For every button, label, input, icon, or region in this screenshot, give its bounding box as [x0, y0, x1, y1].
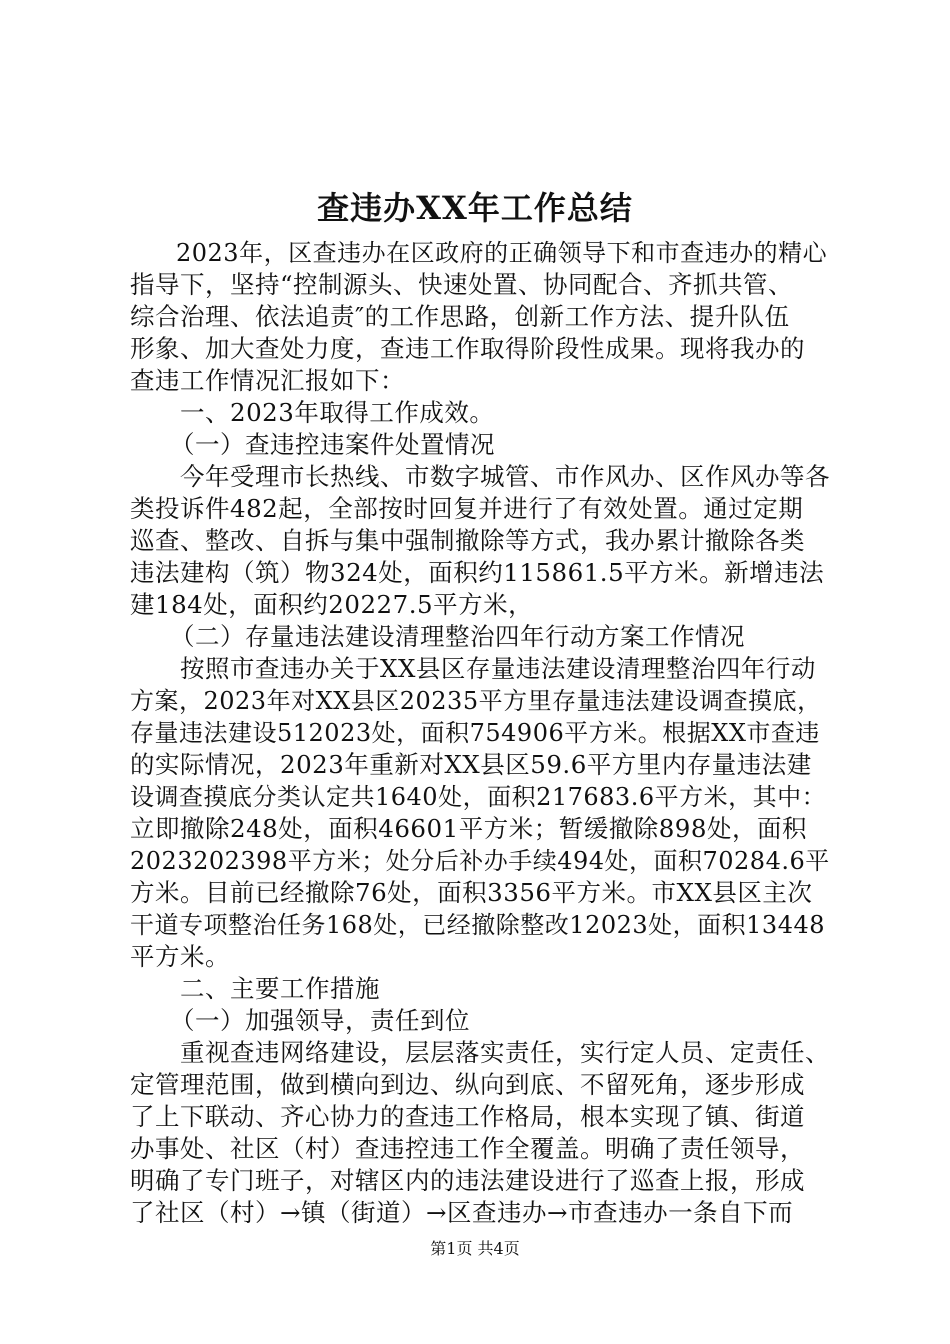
paragraph-line: 办事处、社区（村）查违控违工作全覆盖。明确了责任领导， — [130, 1134, 805, 1163]
paragraph-line: 指导下，坚持“控制源头、快速处置、协同配合、齐抓共管、 — [130, 270, 794, 299]
paragraph-line: 违法建构（筑）物324处，面积约115861.5平方米。新增违法 — [130, 558, 825, 587]
paragraph-line: 建184处，面积约20227.5平方米， — [130, 590, 534, 619]
paragraph-line: 定管理范围，做到横向到边、纵向到底、不留死角，逐步形成 — [130, 1070, 805, 1099]
section-heading: 二、主要工作措施 — [180, 974, 380, 1003]
page-number-footer: 第1页 共4页 — [430, 1239, 520, 1258]
paragraph-line: 了上下联动、齐心协力的查违工作格局，根本实现了镇、街道 — [130, 1102, 805, 1131]
subsection-heading: （二）存量违法建设清理整治四年行动方案工作情况 — [170, 622, 745, 651]
paragraph-line: 的实际情况，2023年重新对XX县区59.6平方里内存量违法建 — [130, 750, 812, 779]
subsection-heading: （一）加强领导，责任到位 — [170, 1006, 470, 1035]
paragraph-line: 方米。目前已经撤除76处，面积3356平方米。市XX县区主次 — [130, 878, 813, 907]
paragraph-line: 综合治理、依法追责″的工作思路，创新工作方法、提升队伍 — [130, 302, 790, 331]
paragraph-line: 方案，2023年对XX县区20235平方里存量违法建设调查摸底， — [130, 687, 822, 715]
paragraph-line: 干道专项整治任务168处，已经撤除整改12023处，面积13448 — [130, 911, 826, 939]
paragraph-line: 立即撤除248处，面积46601平方米；暂缓撤除898处，面积 — [130, 814, 807, 843]
paragraph-line: 2023202398平方米；处分后补办手续494处，面积70284.6平 — [130, 847, 830, 875]
paragraph-line: 存量违法建设512023处，面积754906平方米。根据XX市查违 — [130, 719, 820, 747]
document-title: 查违办XX年工作总结 — [317, 189, 633, 227]
subsection-heading: （一）查违控违案件处置情况 — [170, 430, 495, 459]
section-heading: 一、2023年取得工作成效。 — [180, 398, 495, 427]
paragraph-line: 今年受理市长热线、市数字城管、市作风办、区作风办等各 — [180, 462, 830, 491]
paragraph-line: 类投诉件482起，全部按时回复并进行了有效处置。通过定期 — [130, 494, 804, 523]
paragraph-line: 平方米。 — [130, 942, 230, 971]
paragraph-line: 明确了专门班子，对辖区内的违法建设进行了巡查上报，形成 — [130, 1166, 805, 1195]
paragraph-line: 2023年，区查违办在区政府的正确领导下和市查违办的精心 — [176, 239, 828, 267]
paragraph-line: 形象、加大查处力度，查违工作取得阶段性成果。现将我办的 — [130, 334, 805, 363]
paragraph-line: 巡查、整改、自拆与集中强制撤除等方式，我办累计撤除各类 — [130, 526, 805, 555]
paragraph-line: 查违工作情况汇报如下： — [130, 366, 405, 395]
paragraph-line: 设调查摸底分类认定共1640处，面积217683.6平方米，其中： — [130, 783, 827, 811]
paragraph-line: 了社区（村）→镇（街道）→区查违办→市查违办一条自下而 — [130, 1198, 794, 1227]
paragraph-line: 按照市查违办关于XX县区存量违法建设清理整治四年行动 — [180, 654, 816, 683]
paragraph-line: 重视查违网络建设，层层落实责任，实行定人员、定责任、 — [180, 1038, 830, 1067]
